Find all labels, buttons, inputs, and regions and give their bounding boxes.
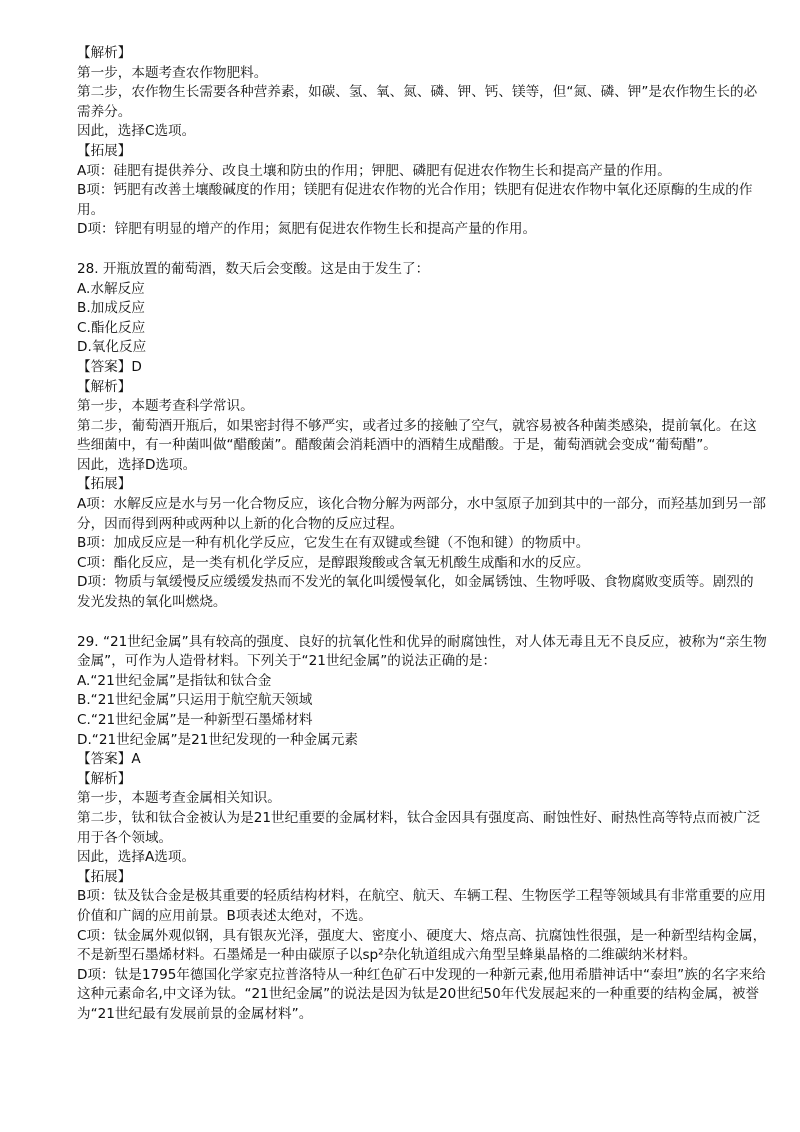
question-28: 28. 开瓶放置的葡萄酒，数天后会变酸。这是由于发生了： xyxy=(77,260,430,277)
option-d: D.氧化反应 xyxy=(77,339,147,356)
extension-option-b: B项：钛及钛合金是极其重要的轻质结构材料，在航空、航天、车辆工程、生物医学工程等领域具有非常重要的应用价值和广阔的应用前景。B项表述太绝对，不选。 xyxy=(77,888,767,924)
option-a: A.“21世纪金属”是指钛和钛合金 xyxy=(77,672,272,689)
option-c: C.“21世纪金属”是一种新型石墨烯材料 xyxy=(77,712,313,728)
document-page xyxy=(77,44,767,1025)
extension-option-d: D项：钛是1795年德国化学家克拉普洛特从一种红色矿石中发现的一种新元素,他用希腊神话中“泰坦”族的名字来给这种元素命名,中文译为钛。“21世纪金属”的说法是因为钛是20世纪50年代发展起来的一种重要的结构金属，被誉为“21世纪最有发展前景的金属材料”。 xyxy=(77,966,766,1022)
extension-option-c: C项：酯化反应，是一类有机化学反应，是醇跟羧酸或含氧无机酸生成酯和水的反应。 xyxy=(77,554,590,571)
analysis-step-2: 第二步，葡萄酒开瓶后，如果密封得不够严实，或者过多的接触了空气，就容易被各种菌类感染，提前氧化。在这些细菌中，有一种菌叫做“醋酸菌”。醋酸菌会消耗酒中的酒精生成醋酸。于是，葡萄酒就会变成“葡萄醋”。 xyxy=(77,417,757,454)
extension-option-d: D项：锌肥有明显的增产的作用；氮肥有促进农作物生长和提高产量的作用。 xyxy=(77,221,537,238)
answer-label: 【答案】A xyxy=(77,751,141,768)
extension-label: 【拓展】 xyxy=(77,476,132,493)
analysis-label: 【解析】 xyxy=(77,45,132,61)
analysis-step-1: 第一步，本题考查金属相关知识。 xyxy=(77,790,281,807)
analysis-step-1: 第一步，本题考查科学常识。 xyxy=(77,398,254,415)
extension-option-b: B项：加成反应是一种有机化学反应，它发生在有双键或叁键（不饱和键）的物质中。 xyxy=(77,535,590,552)
extension-option-c: C项：钛金属外观似钢，具有银灰光泽，强度大、密度小、硬度大、熔点高、抗腐蚀性很强，是一种新型结构金属，不是新型石墨烯材料。石墨烯是一种由碳原子以sp²杂化轨道组成六角型呈蜂巢晶格的二维碳纳米材料。 xyxy=(77,927,767,964)
spacer xyxy=(77,240,767,260)
analysis-label: 【解析】 xyxy=(77,770,132,787)
analysis-conclusion: 因此，选择D选项。 xyxy=(77,456,197,473)
extension-option-d: D项：物质与氧缓慢反应缓缓发热而不发光的氧化叫缓慢氧化，如金属锈蚀、生物呼吸、食物腐败变质等。剧烈的发光发热的氧化叫燃烧。 xyxy=(77,574,754,611)
option-c: C.酯化反应 xyxy=(77,319,146,336)
extension-label: 【拓展】 xyxy=(77,142,132,159)
analysis-step-1: 第一步，本题考查农作物肥料。 xyxy=(77,64,268,81)
analysis-step-2: 第二步，钛和钛合金被认为是21世纪重要的金属材料，钛合金因具有强度高、耐蚀性好、耐热性高等特点而被广泛用于各个领域。 xyxy=(77,809,761,846)
answer-label: 【答案】D xyxy=(77,358,142,375)
analysis-step-2: 第二步，农作物生长需要各种营养素，如碳、氢、氧、氮、磷、钾、钙、镁等，但“氮、磷、钾”是农作物生长的必需养分。 xyxy=(77,84,758,120)
spacer xyxy=(77,613,767,633)
question-29: 29. “21世纪金属”具有较高的强度、良好的抗氧化性和优异的耐腐蚀性，对人体无毒且无不良反应，被称为“亲生物金属”，可作为人造骨材料。下列关于“21世纪金属”的说法正确的是： xyxy=(77,633,767,670)
analysis-label: 【解析】 xyxy=(77,378,132,395)
option-b: B.加成反应 xyxy=(77,300,146,317)
extension-option-b: B项：钙肥有改善土壤酸碱度的作用；镁肥有促进农作物的光合作用；铁肥有促进农作物中氧化还原酶的生成的作用。 xyxy=(77,182,753,218)
extension-option-a: A项：水解反应是水与另一化合物反应，该化合物分解为两部分，水中氢原子加到其中的一部分，而羟基加到另一部分，因而得到两种或两种以上新的化合物的反应过程。 xyxy=(77,496,766,532)
extension-label: 【拓展】 xyxy=(77,868,132,885)
option-d: D.“21世纪金属”是21世纪发现的一种金属元素 xyxy=(77,731,358,748)
option-a: A.水解反应 xyxy=(77,280,145,297)
extension-option-a: A项：硅肥有提供养分、改良土壤和防虫的作用；钾肥、磷肥有促进农作物生长和提高产量的作用。 xyxy=(77,162,671,179)
analysis-conclusion: 因此，选择C选项。 xyxy=(77,123,196,140)
option-b: B.“21世纪金属”只运用于航空航天领域 xyxy=(77,692,313,709)
analysis-conclusion: 因此，选择A选项。 xyxy=(77,849,196,866)
